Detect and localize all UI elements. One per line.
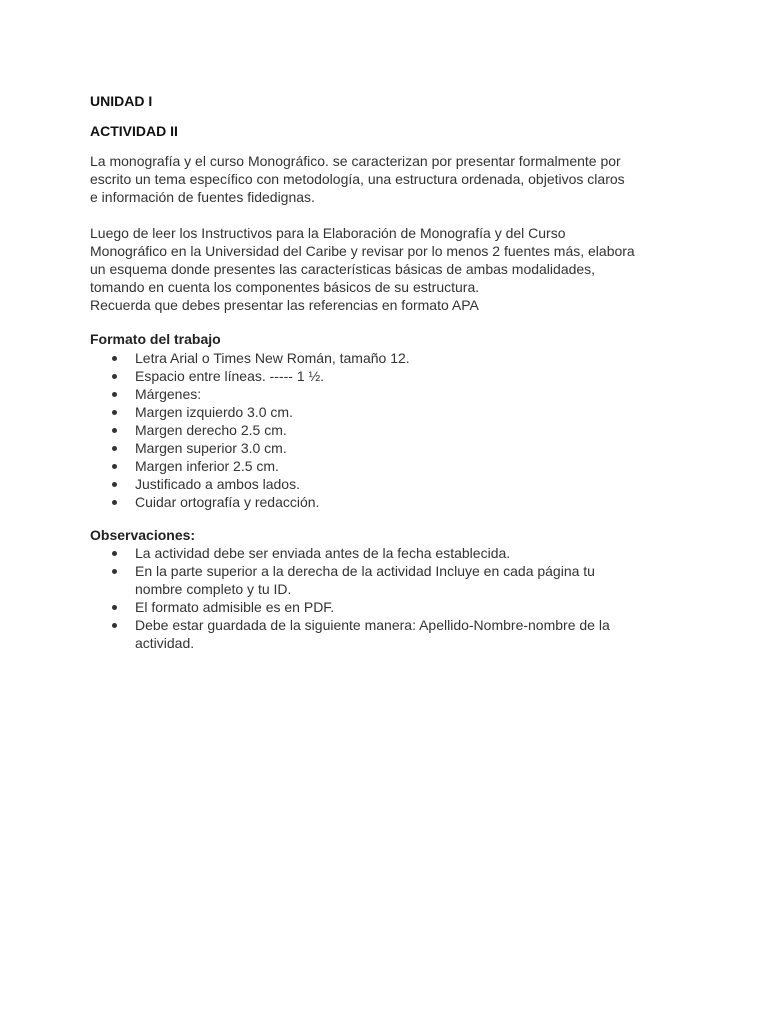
instructions-line: Monográfico en la Universidad del Caribe y revisar por lo menos 2 fuentes más, elabora bbox=[90, 243, 635, 259]
intro-paragraph bbox=[90, 152, 700, 206]
list-item-text: En la parte superior a la derecha de la actividad Incluye en cada página tu bbox=[135, 563, 595, 579]
list-item bbox=[90, 385, 700, 403]
bullet-icon bbox=[112, 374, 117, 379]
list-item bbox=[90, 475, 700, 493]
list-item bbox=[90, 544, 700, 562]
instructions-line: un esquema donde presentes las características básicas de ambas modalidades, bbox=[90, 261, 596, 277]
list-item-text: La actividad debe ser enviada antes de la fecha establecida. bbox=[135, 545, 511, 561]
list-item bbox=[90, 562, 700, 598]
bullet-icon bbox=[112, 623, 117, 628]
bullet-icon bbox=[112, 569, 117, 574]
bullet-icon bbox=[112, 500, 117, 505]
intro-line: e información de fuentes fidedignas. bbox=[90, 189, 315, 205]
list-item-text: Letra Arial o Times New Román, tamaño 12. bbox=[135, 350, 410, 366]
list-item bbox=[90, 403, 700, 421]
list-item-text: Justificado a ambos lados. bbox=[135, 476, 300, 492]
list-item bbox=[90, 457, 700, 475]
bullet-icon bbox=[112, 428, 117, 433]
list-item-text: actividad. bbox=[135, 635, 195, 651]
observations-section-title: Observaciones: bbox=[90, 527, 196, 543]
instructions-line: Recuerda que debes presentar las referencias en formato APA bbox=[90, 297, 479, 313]
bullet-icon bbox=[112, 482, 117, 487]
list-item-text: Margen inferior 2.5 cm. bbox=[135, 458, 279, 474]
list-item-text: Cuidar ortografía y redacción. bbox=[135, 494, 320, 510]
intro-line: escrito un tema específico con metodología, una estructura ordenada, objetivos claros bbox=[90, 171, 625, 187]
bullet-icon bbox=[112, 464, 117, 469]
bullet-icon bbox=[112, 392, 117, 397]
list-item-text: Margen derecho 2.5 cm. bbox=[135, 422, 287, 438]
bullet-icon bbox=[112, 551, 117, 556]
unit-heading: UNIDAD I bbox=[90, 93, 153, 109]
activity-heading: ACTIVIDAD II bbox=[90, 123, 178, 139]
list-item-text: Márgenes: bbox=[135, 386, 202, 402]
list-item bbox=[90, 439, 700, 457]
bullet-icon bbox=[112, 446, 117, 451]
list-item bbox=[90, 493, 700, 511]
bullet-icon bbox=[112, 410, 117, 415]
instructions-paragraph bbox=[90, 224, 700, 314]
list-item bbox=[90, 349, 700, 367]
list-item bbox=[90, 367, 700, 385]
format-list bbox=[90, 349, 700, 511]
list-item-text: Debe estar guardada de la siguiente manera: Apellido-Nombre-nombre de la bbox=[135, 617, 610, 633]
instructions-line: tomando en cuenta los componentes básicos de su estructura. bbox=[90, 279, 480, 295]
bullet-icon bbox=[112, 605, 117, 610]
instructions-line: Luego de leer los Instructivos para la Elaboración de Monografía y del Curso bbox=[90, 225, 566, 241]
list-item-text: El formato admisible es en PDF. bbox=[135, 599, 335, 615]
bullet-icon bbox=[112, 356, 117, 361]
list-item-text: Margen superior 3.0 cm. bbox=[135, 440, 287, 456]
format-section-title: Formato del trabajo bbox=[90, 331, 221, 347]
list-item-text: Margen izquierdo 3.0 cm. bbox=[135, 404, 293, 420]
intro-line: La monografía y el curso Monográfico. se caracterizan por presentar formalmente por bbox=[90, 153, 621, 169]
list-item bbox=[90, 421, 700, 439]
list-item-text: Espacio entre líneas. ----- 1 ½. bbox=[135, 368, 325, 384]
list-item bbox=[90, 616, 700, 652]
list-item bbox=[90, 598, 700, 616]
list-item-text: nombre completo y tu ID. bbox=[135, 581, 292, 597]
observations-list bbox=[90, 544, 700, 652]
